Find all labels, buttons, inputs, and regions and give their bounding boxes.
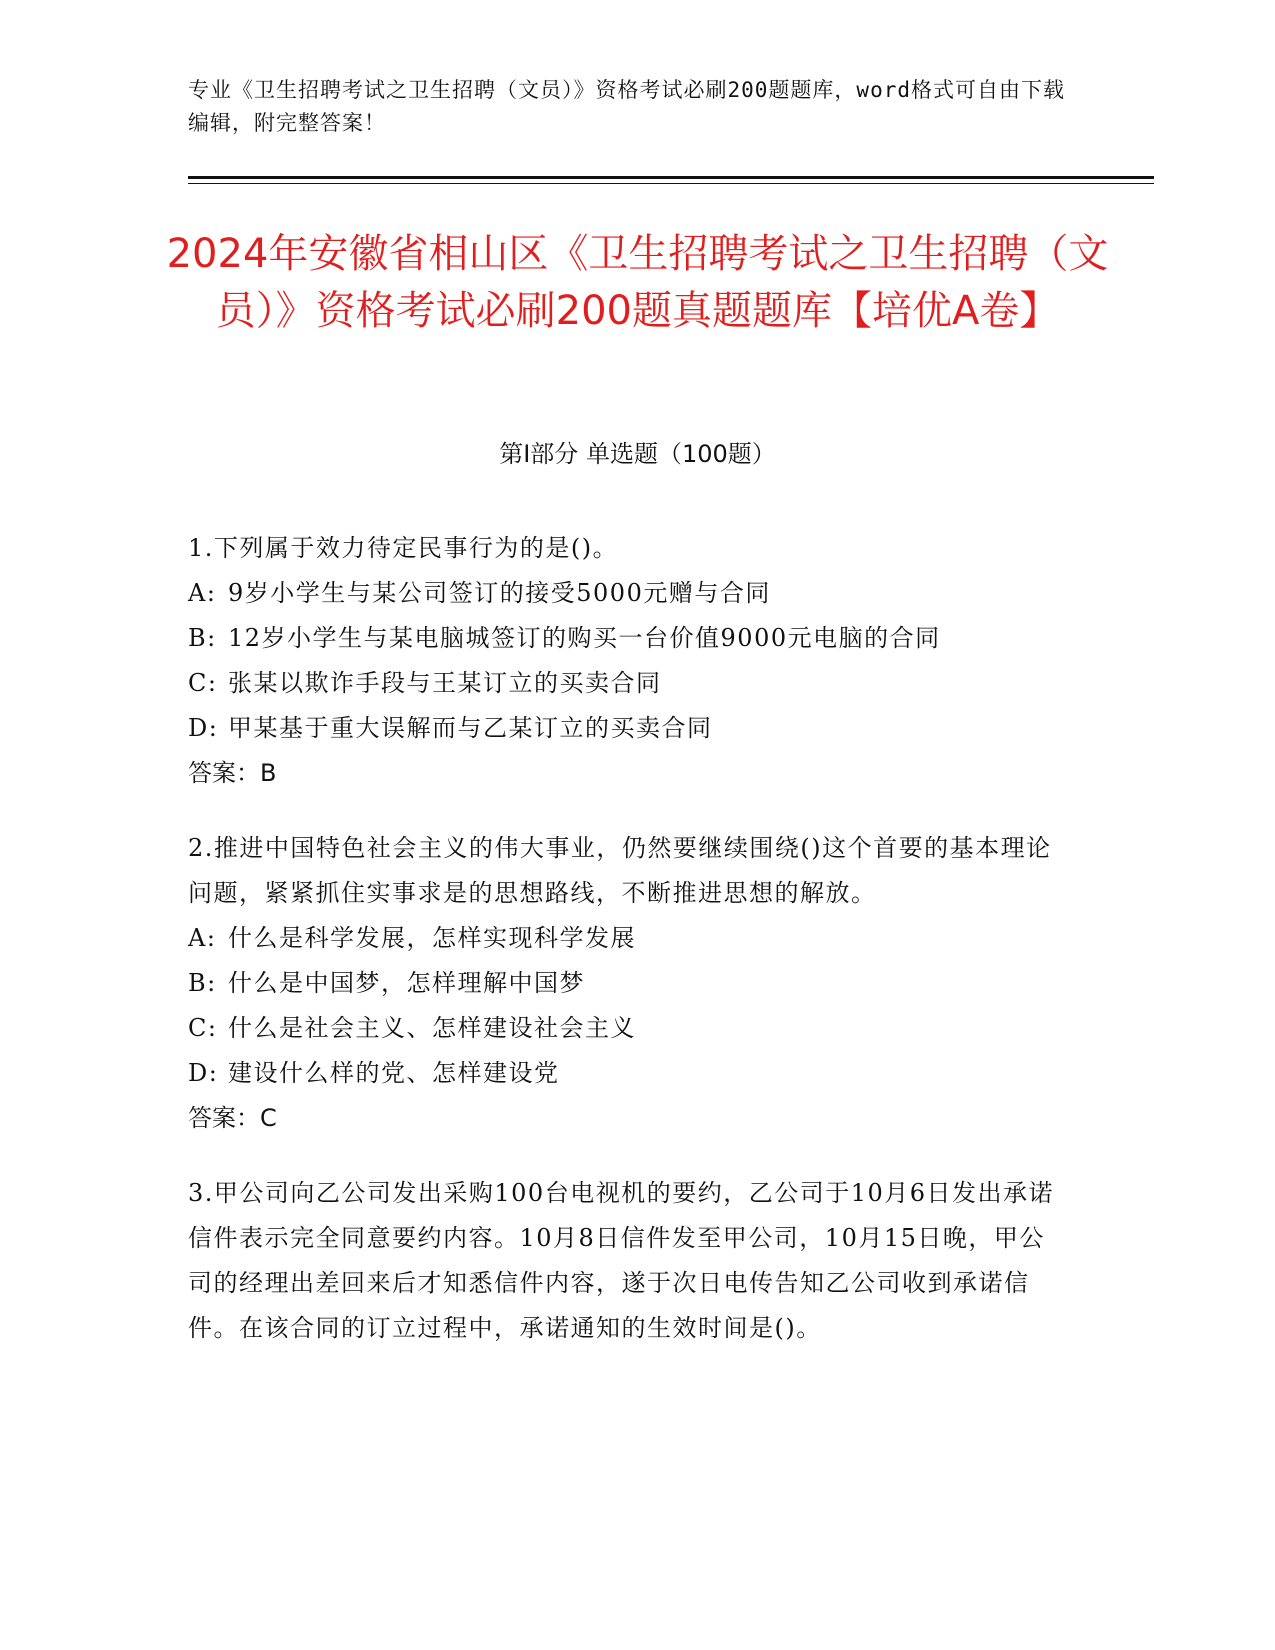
option-text: 什么是中国梦，怎样理解中国梦 xyxy=(228,969,585,997)
option-text: 12岁小学生与某电脑城签订的购买一台价值9000元电脑的合同 xyxy=(228,624,941,652)
question-stem: 3.甲公司向乙公司发出采购100台电视机的要约，乙公司于10月6日发出承诺信件表示完全同意要约内容。10月8日信件发至甲公司，10月15日晚，甲公司的经理出差回来后才知悉信件内容，遂于次日电传告知乙公司收到承诺信件。在该合同的订立过程中，承诺通知的生效时间是()。 xyxy=(188,1179,1055,1342)
question-item xyxy=(188,1171,1068,1351)
question-list xyxy=(188,526,1068,1381)
option-letter: C: xyxy=(188,669,218,697)
header-note: 专业《卫生招聘考试之卫生招聘（文员）》资格考试必刷200题题库，word格式可自由下载编辑，附完整答案！ xyxy=(188,78,1065,135)
option-letter: A: xyxy=(188,924,217,952)
question-item xyxy=(188,526,1068,796)
option-letter: B: xyxy=(188,969,217,997)
option-letter: B: xyxy=(188,624,217,652)
option-d xyxy=(188,1051,1068,1096)
option-a xyxy=(188,916,1068,961)
option-text: 什么是科学发展，怎样实现科学发展 xyxy=(228,924,636,952)
option-text: 建设什么样的党、怎样建设党 xyxy=(228,1059,560,1087)
option-letter: D: xyxy=(188,1059,219,1087)
option-a xyxy=(188,571,1068,616)
option-letter: C: xyxy=(188,1014,218,1042)
answer-text: 答案：C xyxy=(188,1104,277,1132)
option-c xyxy=(188,1006,1068,1051)
option-text: 张某以欺诈手段与王某订立的买卖合同 xyxy=(228,669,662,697)
question-stem: 1.下列属于效力待定民事行为的是()。 xyxy=(188,534,619,562)
option-b xyxy=(188,616,1068,661)
option-text: 9岁小学生与某公司签订的接受5000元赠与合同 xyxy=(228,579,771,607)
header-divider-thick xyxy=(188,176,1154,179)
document-title: 2024年安徽省相山区《卫生招聘考试之卫生招聘（文员）》资格考试必刷200题真题题库【培优A卷】 xyxy=(166,231,1109,334)
option-c xyxy=(188,661,1068,706)
option-letter: D: xyxy=(188,714,219,742)
question-item xyxy=(188,826,1068,1141)
answer-text: 答案：B xyxy=(188,759,277,787)
option-text: 甲某基于重大误解而与乙某订立的买卖合同 xyxy=(228,714,713,742)
header-divider-thin xyxy=(188,183,1154,184)
question-stem: 2.推进中国特色社会主义的伟大事业，仍然要继续围绕()这个首要的基本理论问题，紧紧抓住实事求是的思想路线，不断推进思想的解放。 xyxy=(188,834,1052,907)
option-letter: A: xyxy=(188,579,217,607)
option-b xyxy=(188,961,1068,1006)
option-d xyxy=(188,706,1068,751)
section-heading: 第Ⅰ部分 单选题（100题） xyxy=(499,440,776,468)
option-text: 什么是社会主义、怎样建设社会主义 xyxy=(228,1014,636,1042)
